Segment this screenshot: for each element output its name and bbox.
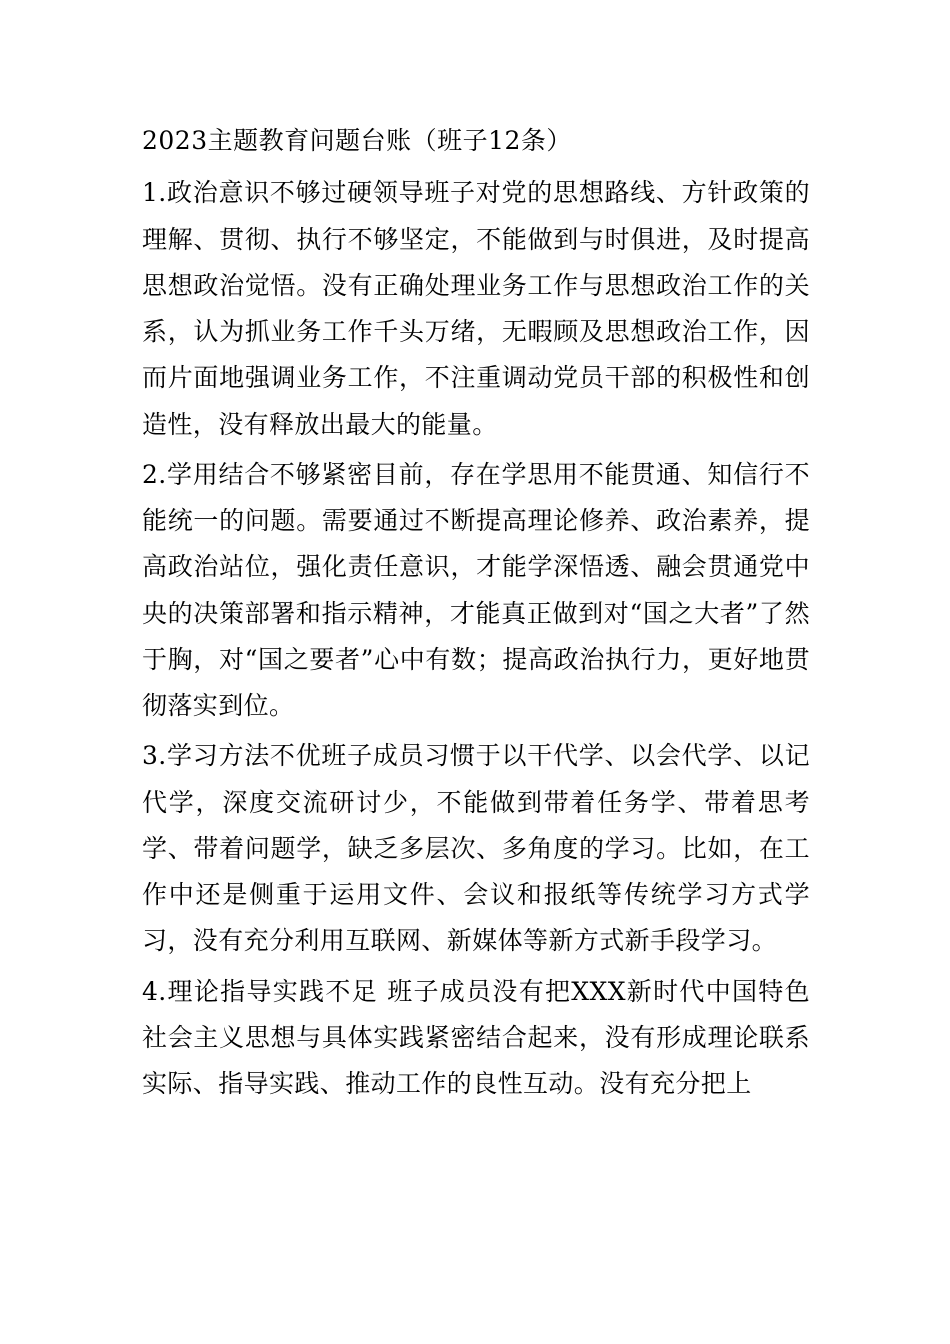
paragraph-3: 3.学习方法不优班子成员习惯于以干代学、以会代学、以记代学，深度交流研讨少，不能做到带着任务学、带着思考学、带着问题学，缺乏多层次、多角度的学习。比如，在工作中还是侧重于运用文件、会议和报纸等传统学习方式学习，没有充分利用互联网、新媒体等新方式新手段学习。 [142,741,810,956]
paragraph-1: 1.政治意识不够过硬领导班子对党的思想路线、方针政策的理解、贯彻、执行不够坚定，不能做到与时俱进，及时提高思想政治觉悟。没有正确处理业务工作与思想政治工作的关系，认为抓业务工作千头万绪，无暇顾及思想政治工作，因而片面地强调业务工作，不注重调动党员干部的积极性和创造性，没有释放出最大的能量。 [142,178,810,439]
document-title: 2023主题教育问题台账（班子12条） [142,126,572,155]
paragraph-2: 2.学用结合不够紧密目前，存在学思用不能贯通、知信行不能统一的问题。需要通过不断提高理论修养、政治素养，提高政治站位，强化责任意识，才能学深悟透、融会贯通党中央的决策部署和指示精神，才能真正做到对“国之大者”了然于胸，对“国之要者”心中有数；提高政治执行力，更好地贯彻落实到位。 [142,459,810,720]
paragraph-4: 4.理论指导实践不足 班子成员没有把XXX新时代中国特色社会主义思想与具体实践紧密结合起来，没有形成理论联系实际、指导实践、推动工作的良性互动。没有充分把上 [142,976,810,1098]
document-body [142,118,810,1107]
